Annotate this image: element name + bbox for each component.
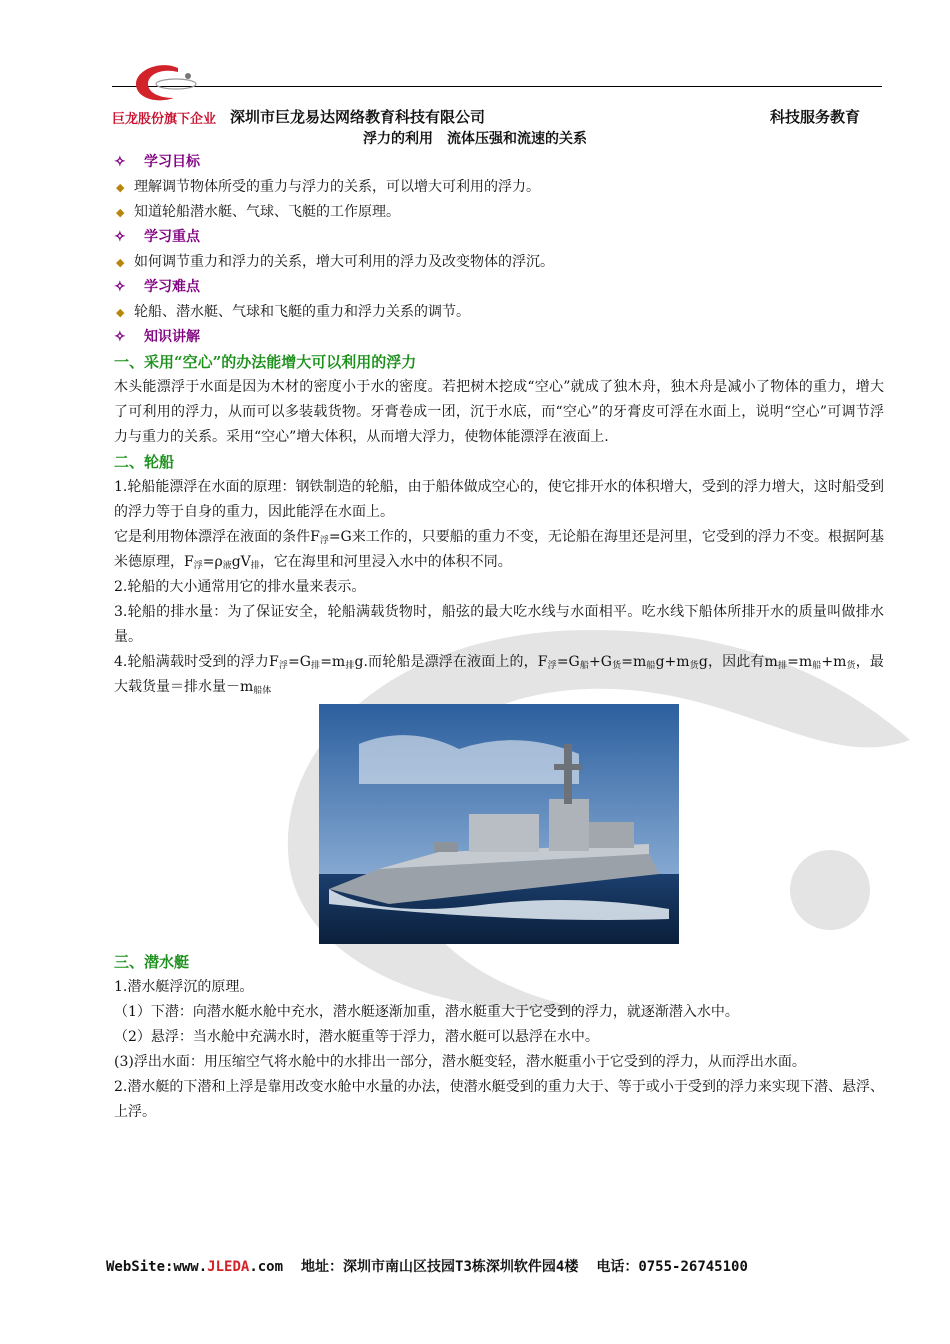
sparkle-icon: ✧ xyxy=(114,229,126,245)
warship-photo xyxy=(319,704,679,944)
diamond-bullet-icon: ◆ xyxy=(116,206,125,219)
diamond-bullet-icon: ◆ xyxy=(116,306,125,319)
paragraph: （2）悬浮：当水舱中充满水时，潜水艇重等于浮力，潜水艇可以悬浮在水中。 xyxy=(114,1029,599,1045)
section-focus-heading: ✧ 学习重点 xyxy=(114,225,884,250)
company-name: 深圳市巨龙易达网络教育科技有限公司 xyxy=(230,108,486,126)
sparkle-icon: ✧ xyxy=(114,154,126,170)
diamond-bullet-icon: ◆ xyxy=(116,181,125,194)
page-footer xyxy=(106,1256,748,1276)
paragraph-float-condition: 它是利用物体漂浮在液面的条件$F_浮=G$来工作的，只要船的重力不变，无论船在海里还是河里，它受到的浮力不变。根据阿基米德原理，$F_浮=\rho_液gV_排$，它在海里和河里浸入水中的体积不同。 xyxy=(114,529,884,571)
company-logo-icon xyxy=(130,62,200,104)
section-knowledge-heading: ✧ 知识讲解 xyxy=(114,325,884,350)
paragraph: 1.轮船能漂浮在水面的原理：钢铁制造的轮船，由于船体做成空心的，使它排开水的体积增大，受到的浮力增大，这时船受到的浮力等于自身的重力，因此能浮在水面上。 xyxy=(114,479,884,520)
ship-heading: 二、轮船 xyxy=(114,453,175,471)
paragraph: 3.轮船的排水量：为了保证安全，轮船满载货物时，船弦的最大吃水线与水面相平。吃水线下船体所排开水的质量叫做排水量。 xyxy=(114,604,884,645)
paragraph: 2.潜水艇的下潜和上浮是靠用改变水舱中水量的办法，使潜水艇受到的重力大于、等于或小于受到的浮力来实现下潜、悬浮、上浮。 xyxy=(114,1079,884,1120)
footer-website[interactable]: WebSite:www.JLEDA.com xyxy=(106,1259,284,1275)
service-slogan: 科技服务教育 xyxy=(769,108,860,126)
diamond-bullet-icon: ◆ xyxy=(116,256,125,269)
section-goals-heading: ✧ 学习目标 xyxy=(114,150,884,175)
section-difficulty-heading: ✧ 学习难点 xyxy=(114,275,884,300)
sparkle-icon: ✧ xyxy=(114,279,126,295)
hollow-heading: 一、采用“空心”的办法能增大可以利用的浮力 xyxy=(114,353,417,371)
paragraph-full-load: 4.轮船满载时受到的浮力$F_浮=G_排=m_排g$.而轮船是漂浮在液面上的，$F_浮=G_船+G_货=m_船g+m_货g$，因此有$m_排=m_船+m_货$，最大载货量＝排水量$-m_{船体}$ xyxy=(114,654,884,696)
list-item: ◆ 知道轮船潜水艇、气球、飞艇的工作原理。 xyxy=(116,200,884,225)
header-rule xyxy=(112,86,882,87)
list-item: ◆ 轮船、潜水艇、气球和飞艇的重力和浮力关系的调节。 xyxy=(116,300,884,325)
paragraph: (3)浮出水面：用压缩空气将水舱中的水排出一部分，潜水艇变轻，潜水艇重小于它受到的浮力，从而浮出水面。 xyxy=(114,1054,806,1070)
footer-phone: 电话：0755-26745100 xyxy=(596,1259,748,1275)
footer-address: 地址：深圳市南山区技园T3栋深圳软件园4楼 xyxy=(301,1259,579,1275)
list-item: ◆ 理解调节物体所受的重力与浮力的关系，可以增大可利用的浮力。 xyxy=(116,175,884,200)
paragraph: 木头能漂浮于水面是因为木材的密度小于水的密度。若把树木挖成“空心”就成了独木舟，独木舟是减小了物体的重力，增大了可利用的浮力，从而可以多装载货物。牙膏卷成一团，沉于水底，而“空心”的牙膏皮可浮在水面上，说明“空心”可调节浮力与重力的关系。采用“空心”增大体积，从而增大浮力，使物体能漂浮在液面上. xyxy=(114,379,884,445)
logo-tagline: 巨龙股份旗下企业 xyxy=(112,112,217,127)
paragraph: （1）下潜：向潜水艇水舱中充水，潜水艇逐渐加重，潜水艇重大于它受到的浮力，就逐渐潜入水中。 xyxy=(114,1004,739,1020)
submarine-heading: 三、潜水艇 xyxy=(114,953,190,971)
list-item: ◆ 如何调节重力和浮力的关系，增大可利用的浮力及改变物体的浮沉。 xyxy=(116,250,884,275)
paragraph: 1.潜水艇浮沉的原理。 xyxy=(114,979,254,995)
document-body xyxy=(114,150,884,1125)
paragraph: 2.轮船的大小通常用它的排水量来表示。 xyxy=(114,579,366,595)
document-title: 浮力的利用 流体压强和流速的关系 xyxy=(363,131,587,147)
sparkle-icon: ✧ xyxy=(114,329,126,345)
